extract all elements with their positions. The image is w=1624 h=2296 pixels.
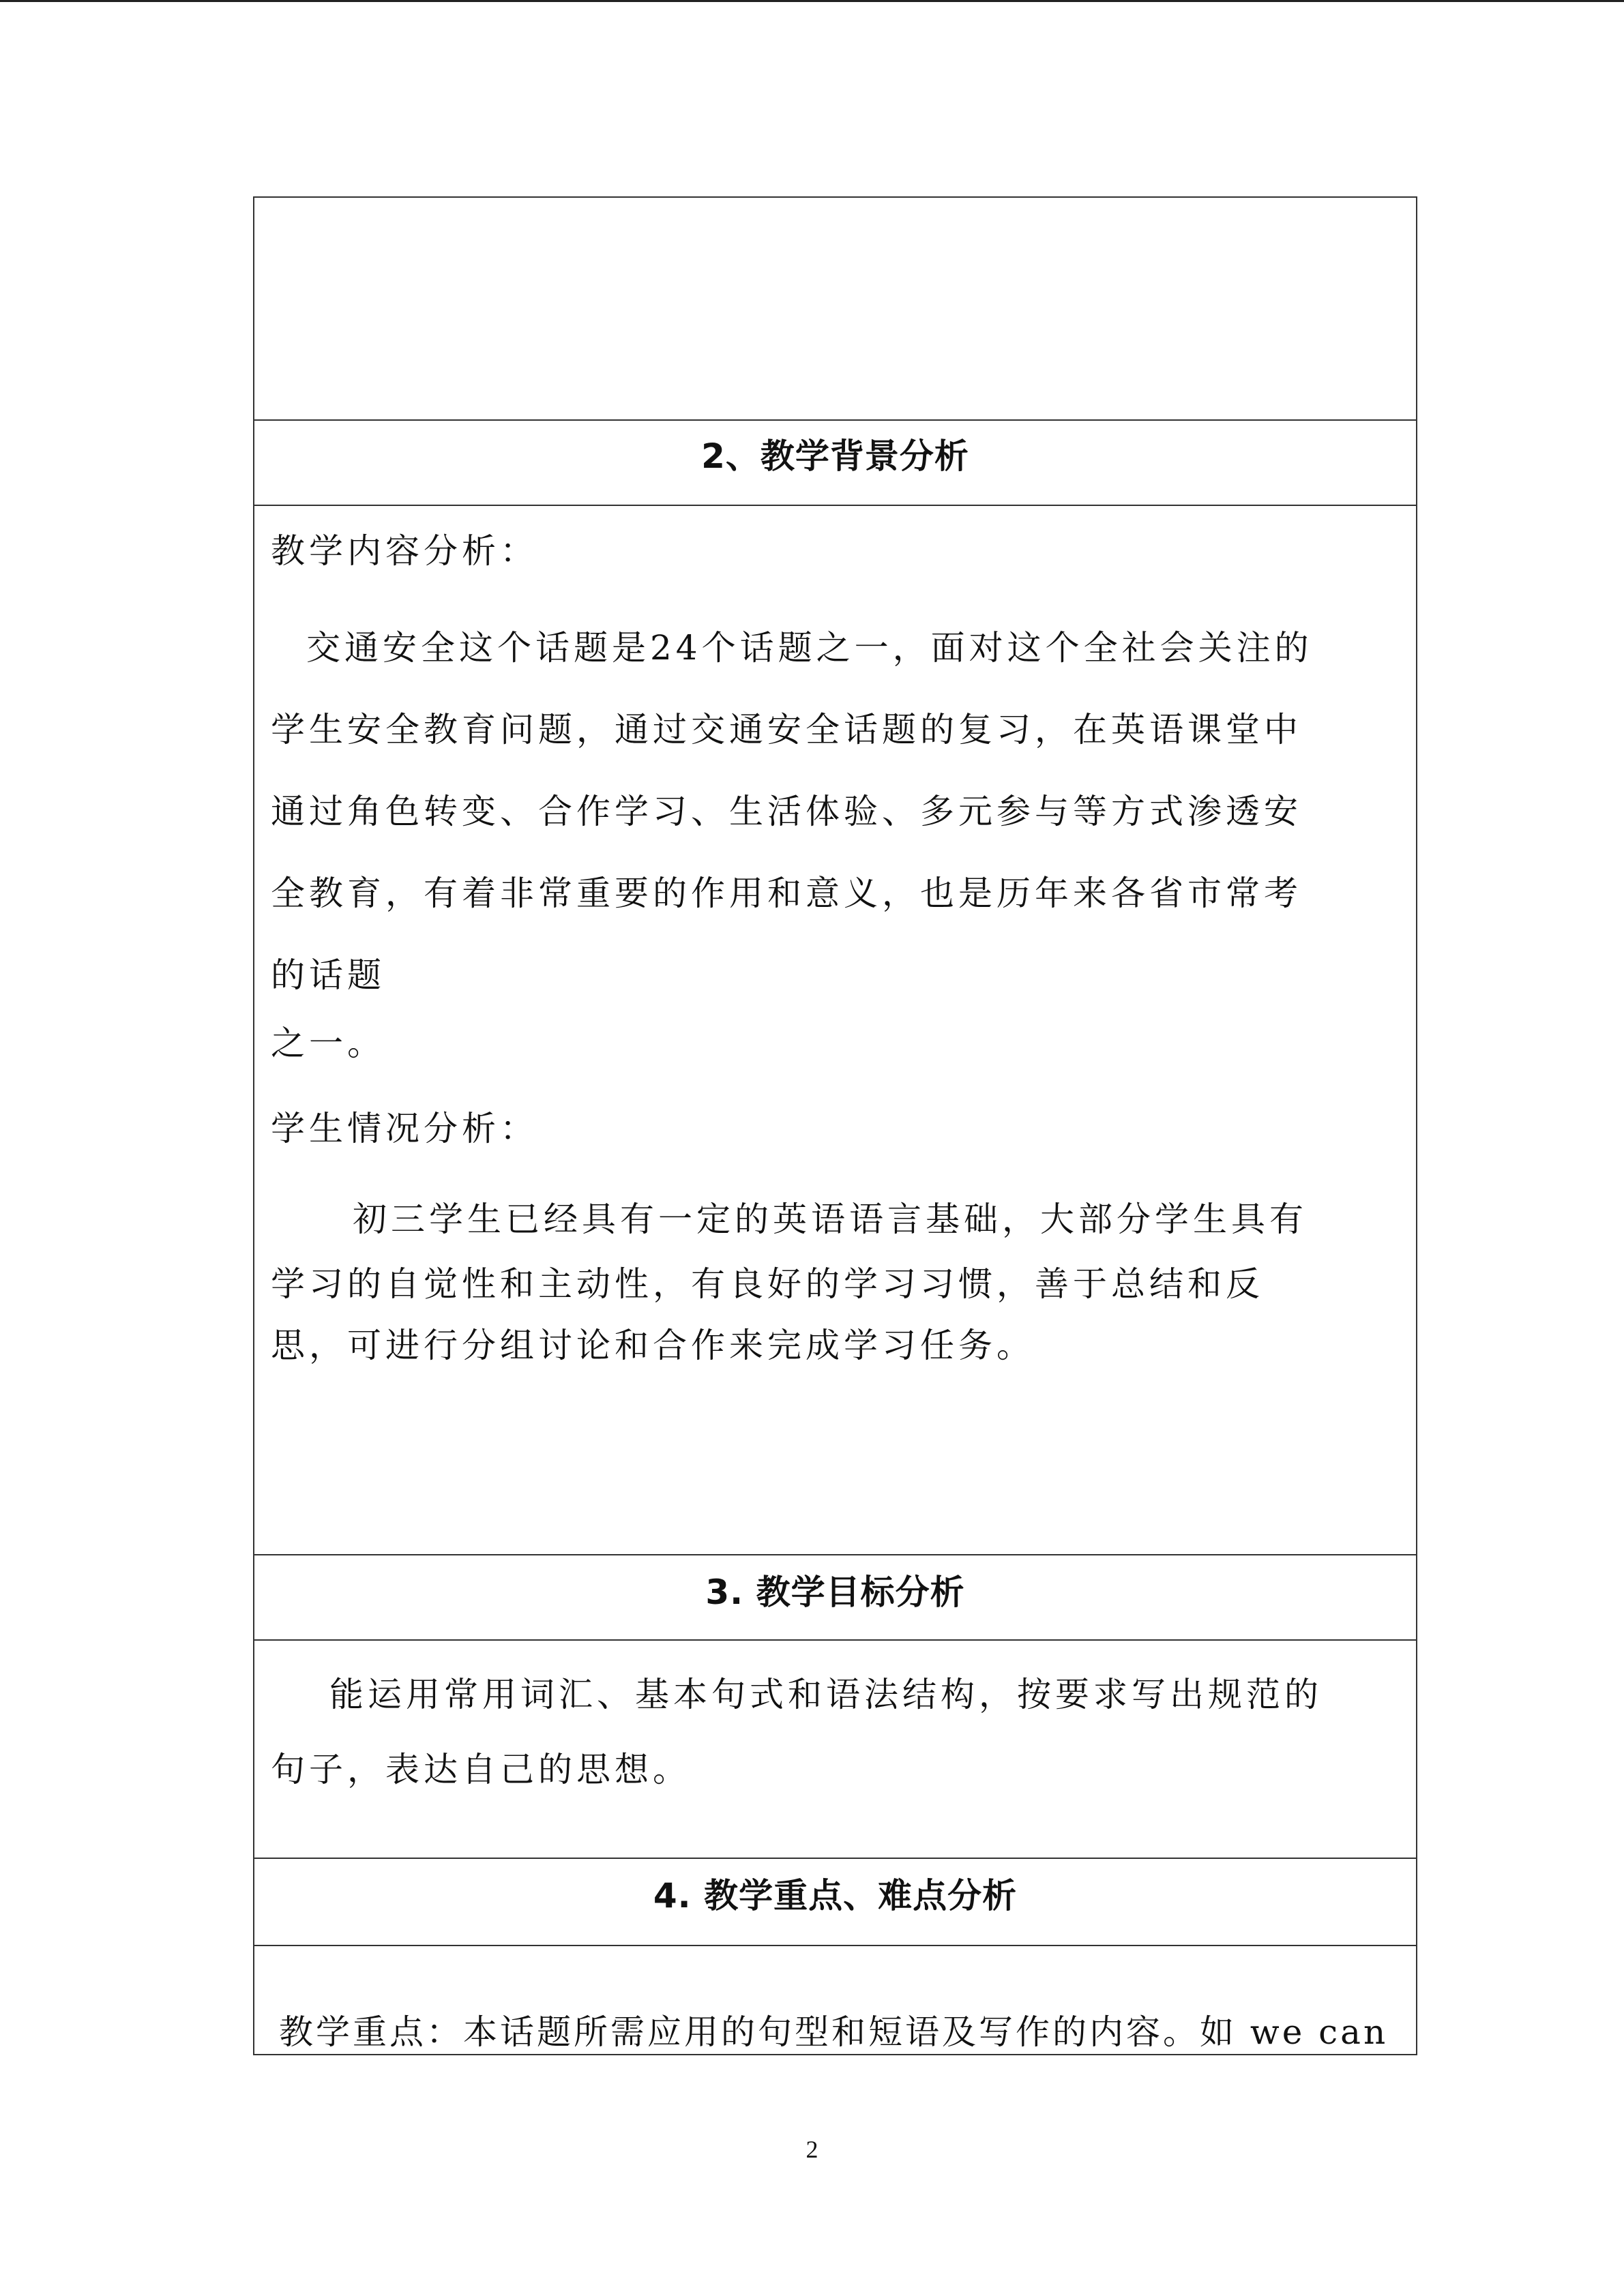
student-analysis-label: 学生情况分析： bbox=[271, 1109, 538, 1148]
student-line: 学习的自觉性和主动性，有良好的学习习惯，善于总结和反 bbox=[271, 1264, 1264, 1304]
objectives-text bbox=[271, 1654, 1403, 1804]
row-divider bbox=[254, 1858, 1416, 1859]
row-divider bbox=[254, 419, 1416, 421]
key-points-text bbox=[279, 2012, 1411, 2053]
section-heading-objectives: 3. 教学目标分析 bbox=[705, 1572, 965, 1612]
key-point-line: 教学重点：本话题所需应用的句型和短语及写作的内容。如 we can bbox=[279, 2012, 1389, 2052]
content-line: 的话题 bbox=[271, 955, 385, 995]
content-analysis-label: 教学内容分析： bbox=[271, 531, 538, 571]
student-analysis-text bbox=[271, 1185, 1403, 1376]
content-line: 学生安全教育问题，通过交通安全话题的复习，在英语课堂中 bbox=[271, 710, 1302, 749]
student-analysis-block bbox=[271, 1108, 1403, 1149]
student-line: 思，可进行分组讨论和合作来完成学习任务。 bbox=[271, 1326, 1035, 1365]
page-top-rule bbox=[0, 0, 1624, 2]
section-heading-key-points: 4. 教学重点、难点分析 bbox=[653, 1876, 1018, 1915]
content-line: 通过角色转变、合作学习、生活体验、多元参与等方式渗透安 bbox=[271, 792, 1302, 831]
row-divider bbox=[254, 1639, 1416, 1641]
content-analysis-tail bbox=[271, 1023, 1403, 1064]
lesson-plan-table bbox=[253, 196, 1417, 2055]
row-divider bbox=[254, 1554, 1416, 1555]
student-line: 初三学生已经具有一定的英语语言基础，大部分学生具有 bbox=[353, 1199, 1308, 1239]
content-line: 之一。 bbox=[271, 1024, 385, 1063]
content-line: 全教育，有着非常重要的作用和意义，也是历年来各省市常考 bbox=[271, 874, 1302, 913]
content-analysis-text bbox=[271, 607, 1403, 1016]
content-line: 交通安全这个话题是24个话题之一，面对这个全社会关注的 bbox=[306, 628, 1313, 668]
row-divider bbox=[254, 505, 1416, 506]
background-content-block bbox=[271, 531, 1403, 571]
objective-line: 能运用常用词汇、基本句式和语法结构，按要求写出规范的 bbox=[329, 1675, 1323, 1714]
objective-line: 句子，表达自己的思想。 bbox=[271, 1750, 691, 1789]
section-heading-background: 2、教学背景分析 bbox=[701, 436, 969, 476]
page-number: 2 bbox=[806, 2136, 818, 2163]
row-divider bbox=[254, 1945, 1416, 1946]
